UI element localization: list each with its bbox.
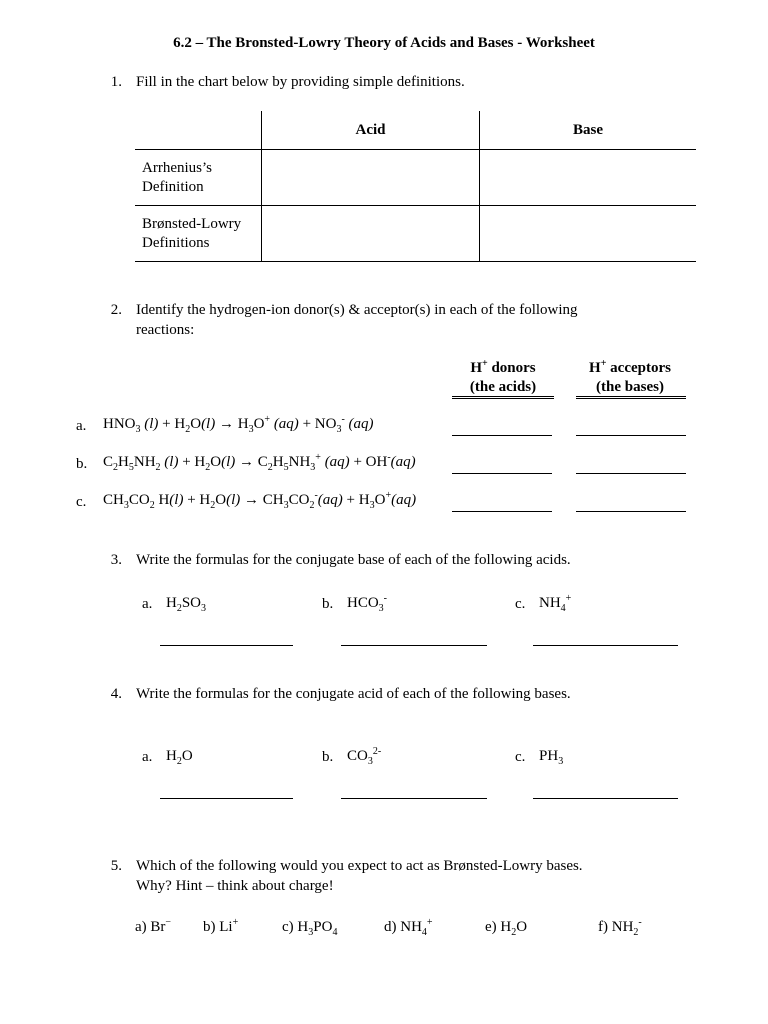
arrhenius-base-cell[interactable] (480, 150, 697, 206)
h-donors-header: H+ donors (the acids) (469, 358, 537, 395)
q2-text-line2: reactions: (136, 322, 195, 338)
row-label-bronsted: Brønsted-Lowry Definitions (142, 215, 242, 251)
q5-text-line2: Why? Hint – think about charge! (136, 878, 334, 894)
donors-underline (452, 396, 554, 399)
q4-b-formula: $CO_3^{2-}$ (347, 746, 382, 767)
reaction-a-equation: $HNO_3$ $(l) + H_2O(l) \to H_3O^+$ $(aq) + NO_3^-$ (aq) (103, 414, 374, 435)
row-label-arrhenius: Arrhenius’s Definition (142, 159, 212, 195)
reaction-c-equation: $CH_3CO_2$ $H(l) + H_2O(l) \to CH_3CO_2^-(aq) + H_3O^+(aq)$ (103, 490, 417, 511)
q5-option-e: e) $H_2O$ (485, 919, 528, 938)
q2-number: 2. (110, 302, 122, 318)
table-header-blank (135, 111, 262, 150)
h-acceptors-header: H+ acceptors (the bases) (589, 358, 671, 395)
q3-c-answer-blank[interactable] (533, 645, 678, 646)
reaction-b-donor-blank[interactable] (452, 473, 552, 474)
q3-b-answer-blank[interactable] (341, 645, 487, 646)
q5-option-f: f) $NH_2^-$ (598, 917, 642, 938)
reaction-b-equation: $C_2H_5NH_2$ $(l) + H_2O(l) \to C_2H_5NH_3^+$ (aq) + OH-(aq) (103, 452, 416, 473)
q3-a-answer-blank[interactable] (160, 645, 293, 646)
q3-text: Write the formulas for the conjugate base of each of the following acids. (136, 552, 571, 568)
bronsted-base-cell[interactable] (480, 206, 697, 262)
reaction-a-acceptor-blank[interactable] (576, 435, 686, 436)
reaction-a-letter: a. (76, 418, 87, 434)
reaction-a-donor-blank[interactable] (452, 435, 552, 436)
worksheet-title: 6.2 – The Bronsted-Lowry Theory of Acids and Bases - Worksheet (173, 35, 595, 51)
q4-c-answer-blank[interactable] (533, 798, 678, 799)
reaction-c-letter: c. (76, 494, 87, 510)
arrhenius-acid-cell[interactable] (262, 150, 480, 206)
q5-option-d: d) $NH_4^+$ (384, 917, 433, 938)
q5-text-line1: Which of the following would you expect to act as Brønsted-Lowry bases. (136, 858, 583, 874)
table-header-acid: Acid (262, 111, 480, 150)
q3-number: 3. (110, 552, 122, 568)
q4-c-letter: c. (515, 749, 526, 765)
q4-b-answer-blank[interactable] (341, 798, 487, 799)
q4-a-letter: a. (142, 749, 153, 765)
q3-a-formula: $H_2SO_3$ (166, 595, 207, 614)
reaction-c-acceptor-blank[interactable] (576, 511, 686, 512)
q3-a-letter: a. (142, 596, 153, 612)
q4-a-formula: $H_2O$ (166, 748, 193, 767)
q1-text: Fill in the chart below by providing simple definitions. (136, 74, 465, 90)
q4-b-letter: b. (322, 749, 334, 765)
table-header-base: Base (480, 111, 697, 150)
definitions-table (135, 111, 696, 262)
reaction-c-donor-blank[interactable] (452, 511, 552, 512)
q5-option-b: b) Li+ (203, 917, 239, 935)
acceptors-underline (576, 396, 686, 399)
table-row-bronsted (135, 206, 696, 262)
reaction-b-letter: b. (76, 456, 88, 472)
q5-option-c: c) $H_3PO_4$ (282, 919, 338, 938)
q1-number: 1. (110, 74, 122, 90)
q5-option-a: a) Br− (135, 917, 172, 935)
q5-number: 5. (110, 858, 122, 874)
q4-a-answer-blank[interactable] (160, 798, 293, 799)
q3-b-letter: b. (322, 596, 334, 612)
q4-number: 4. (110, 686, 122, 702)
q2-text-line1: Identify the hydrogen-ion donor(s) & acceptor(s) in each of the following (136, 302, 578, 318)
q4-c-formula: $PH_3$ (539, 748, 564, 767)
reaction-b-acceptor-blank[interactable] (576, 473, 686, 474)
q4-text: Write the formulas for the conjugate acid of each of the following bases. (136, 686, 571, 702)
q3-b-formula: $HCO_3^-$ (347, 593, 388, 614)
bronsted-acid-cell[interactable] (262, 206, 480, 262)
q3-c-formula: $NH_4^+$ (539, 593, 572, 614)
table-row-arrhenius (135, 150, 696, 206)
q3-c-letter: c. (515, 596, 526, 612)
